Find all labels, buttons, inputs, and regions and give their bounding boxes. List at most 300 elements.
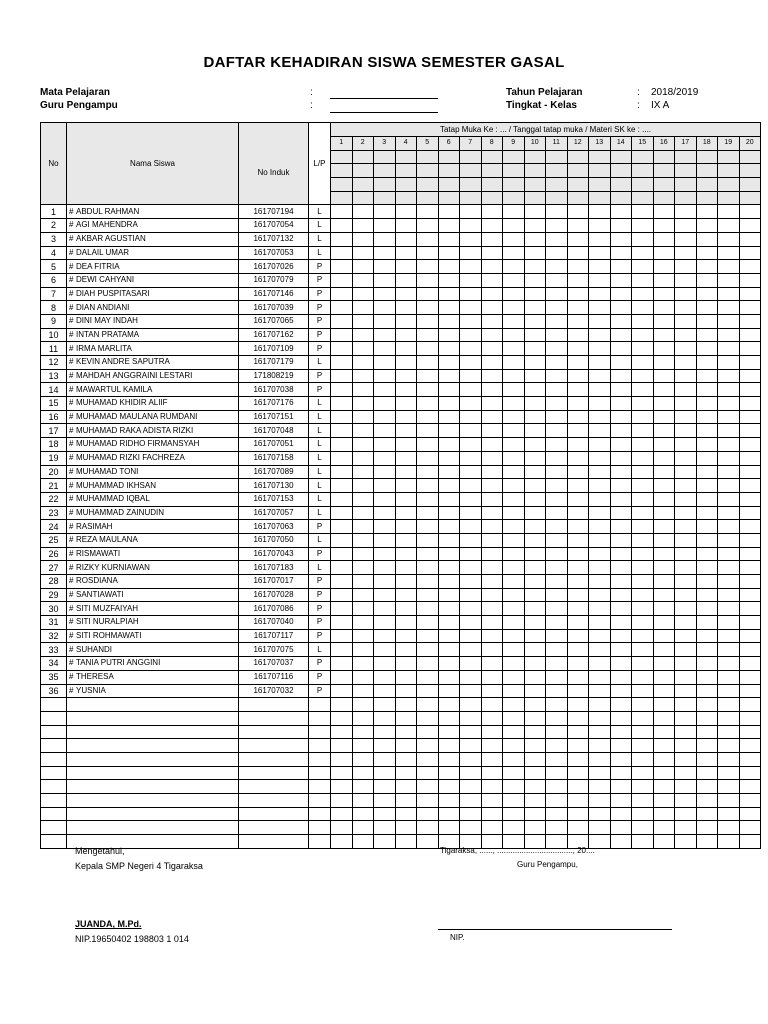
attendance-cell[interactable]	[395, 629, 417, 643]
attendance-cell[interactable]	[567, 684, 589, 698]
attendance-cell[interactable]	[653, 629, 675, 643]
attendance-cell[interactable]	[546, 670, 568, 684]
attendance-cell[interactable]	[546, 246, 568, 260]
attendance-cell[interactable]	[567, 328, 589, 342]
attendance-cell[interactable]	[417, 670, 439, 684]
attendance-cell[interactable]	[546, 561, 568, 575]
attendance-cell[interactable]	[503, 684, 525, 698]
attendance-cell[interactable]	[567, 575, 589, 589]
attendance-cell[interactable]	[632, 506, 654, 520]
attendance-cell[interactable]	[610, 629, 632, 643]
attendance-cell[interactable]	[718, 520, 740, 534]
attendance-cell[interactable]	[653, 356, 675, 370]
attendance-cell[interactable]	[589, 328, 611, 342]
attendance-cell[interactable]	[395, 643, 417, 657]
attendance-cell[interactable]	[524, 616, 546, 630]
attendance-cell[interactable]	[352, 205, 374, 219]
attendance-cell[interactable]	[546, 356, 568, 370]
attendance-cell[interactable]	[481, 561, 503, 575]
attendance-cell[interactable]	[718, 602, 740, 616]
attendance-cell[interactable]	[395, 657, 417, 671]
attendance-cell[interactable]	[438, 616, 460, 630]
attendance-cell[interactable]	[610, 246, 632, 260]
attendance-cell[interactable]	[653, 301, 675, 315]
attendance-cell[interactable]	[481, 342, 503, 356]
attendance-cell[interactable]	[438, 451, 460, 465]
attendance-cell[interactable]	[589, 383, 611, 397]
attendance-cell[interactable]	[632, 670, 654, 684]
attendance-cell[interactable]	[739, 629, 761, 643]
attendance-cell[interactable]	[438, 602, 460, 616]
attendance-cell[interactable]	[696, 273, 718, 287]
attendance-cell[interactable]	[567, 451, 589, 465]
attendance-cell[interactable]	[352, 273, 374, 287]
attendance-cell[interactable]	[610, 438, 632, 452]
attendance-cell[interactable]	[718, 314, 740, 328]
attendance-cell[interactable]	[610, 273, 632, 287]
attendance-cell[interactable]	[481, 520, 503, 534]
attendance-cell[interactable]	[438, 520, 460, 534]
attendance-cell[interactable]	[653, 684, 675, 698]
attendance-cell[interactable]	[417, 342, 439, 356]
attendance-cell[interactable]	[503, 520, 525, 534]
attendance-cell[interactable]	[524, 438, 546, 452]
attendance-cell[interactable]	[503, 369, 525, 383]
attendance-cell[interactable]	[438, 397, 460, 411]
attendance-cell[interactable]	[481, 219, 503, 233]
attendance-cell[interactable]	[417, 616, 439, 630]
attendance-cell[interactable]	[481, 547, 503, 561]
attendance-cell[interactable]	[438, 438, 460, 452]
attendance-cell[interactable]	[546, 438, 568, 452]
attendance-cell[interactable]	[460, 465, 482, 479]
attendance-cell[interactable]	[589, 670, 611, 684]
attendance-cell[interactable]	[438, 492, 460, 506]
attendance-cell[interactable]	[696, 232, 718, 246]
attendance-cell[interactable]	[331, 670, 353, 684]
attendance-cell[interactable]	[417, 356, 439, 370]
attendance-cell[interactable]	[331, 410, 353, 424]
attendance-cell[interactable]	[610, 205, 632, 219]
attendance-cell[interactable]	[653, 465, 675, 479]
attendance-cell[interactable]	[481, 533, 503, 547]
attendance-cell[interactable]	[546, 451, 568, 465]
attendance-cell[interactable]	[438, 369, 460, 383]
attendance-cell[interactable]	[438, 643, 460, 657]
attendance-cell[interactable]	[460, 506, 482, 520]
attendance-cell[interactable]	[481, 273, 503, 287]
attendance-cell[interactable]	[610, 643, 632, 657]
attendance-cell[interactable]	[331, 684, 353, 698]
attendance-cell[interactable]	[739, 561, 761, 575]
attendance-cell[interactable]	[524, 232, 546, 246]
attendance-cell[interactable]	[417, 314, 439, 328]
attendance-cell[interactable]	[696, 575, 718, 589]
attendance-cell[interactable]	[352, 465, 374, 479]
attendance-cell[interactable]	[739, 616, 761, 630]
attendance-cell[interactable]	[610, 232, 632, 246]
attendance-cell[interactable]	[718, 369, 740, 383]
attendance-cell[interactable]	[417, 575, 439, 589]
attendance-cell[interactable]	[546, 205, 568, 219]
attendance-cell[interactable]	[739, 369, 761, 383]
attendance-cell[interactable]	[438, 479, 460, 493]
attendance-cell[interactable]	[395, 383, 417, 397]
attendance-cell[interactable]	[331, 246, 353, 260]
attendance-cell[interactable]	[718, 410, 740, 424]
attendance-cell[interactable]	[417, 369, 439, 383]
attendance-cell[interactable]	[503, 260, 525, 274]
attendance-cell[interactable]	[718, 301, 740, 315]
attendance-cell[interactable]	[524, 246, 546, 260]
attendance-cell[interactable]	[718, 246, 740, 260]
attendance-cell[interactable]	[481, 629, 503, 643]
attendance-cell[interactable]	[481, 643, 503, 657]
attendance-cell[interactable]	[546, 684, 568, 698]
attendance-cell[interactable]	[718, 260, 740, 274]
attendance-cell[interactable]	[739, 219, 761, 233]
attendance-cell[interactable]	[417, 657, 439, 671]
attendance-cell[interactable]	[696, 342, 718, 356]
attendance-cell[interactable]	[546, 492, 568, 506]
attendance-cell[interactable]	[632, 533, 654, 547]
attendance-cell[interactable]	[632, 260, 654, 274]
attendance-cell[interactable]	[374, 232, 396, 246]
attendance-cell[interactable]	[567, 588, 589, 602]
attendance-cell[interactable]	[739, 520, 761, 534]
attendance-cell[interactable]	[610, 287, 632, 301]
attendance-cell[interactable]	[675, 479, 697, 493]
attendance-cell[interactable]	[481, 246, 503, 260]
attendance-cell[interactable]	[696, 533, 718, 547]
attendance-cell[interactable]	[331, 205, 353, 219]
attendance-cell[interactable]	[546, 219, 568, 233]
attendance-cell[interactable]	[481, 314, 503, 328]
attendance-cell[interactable]	[718, 684, 740, 698]
attendance-cell[interactable]	[546, 260, 568, 274]
attendance-cell[interactable]	[675, 643, 697, 657]
attendance-cell[interactable]	[524, 643, 546, 657]
attendance-cell[interactable]	[675, 260, 697, 274]
attendance-cell[interactable]	[739, 451, 761, 465]
attendance-cell[interactable]	[417, 629, 439, 643]
attendance-cell[interactable]	[610, 369, 632, 383]
attendance-cell[interactable]	[460, 273, 482, 287]
attendance-cell[interactable]	[610, 356, 632, 370]
attendance-cell[interactable]	[460, 533, 482, 547]
attendance-cell[interactable]	[546, 506, 568, 520]
attendance-cell[interactable]	[331, 520, 353, 534]
attendance-cell[interactable]	[374, 561, 396, 575]
attendance-cell[interactable]	[524, 547, 546, 561]
attendance-cell[interactable]	[696, 684, 718, 698]
attendance-cell[interactable]	[610, 301, 632, 315]
attendance-cell[interactable]	[331, 219, 353, 233]
attendance-cell[interactable]	[417, 424, 439, 438]
attendance-cell[interactable]	[739, 342, 761, 356]
attendance-cell[interactable]	[331, 356, 353, 370]
attendance-cell[interactable]	[395, 328, 417, 342]
attendance-cell[interactable]	[331, 260, 353, 274]
attendance-cell[interactable]	[567, 287, 589, 301]
attendance-cell[interactable]	[395, 410, 417, 424]
attendance-cell[interactable]	[460, 629, 482, 643]
attendance-cell[interactable]	[352, 602, 374, 616]
attendance-cell[interactable]	[653, 643, 675, 657]
attendance-cell[interactable]	[438, 287, 460, 301]
attendance-cell[interactable]	[610, 492, 632, 506]
attendance-cell[interactable]	[438, 314, 460, 328]
attendance-cell[interactable]	[610, 520, 632, 534]
attendance-cell[interactable]	[481, 588, 503, 602]
attendance-cell[interactable]	[503, 616, 525, 630]
attendance-cell[interactable]	[546, 287, 568, 301]
attendance-cell[interactable]	[589, 260, 611, 274]
attendance-cell[interactable]	[632, 219, 654, 233]
attendance-cell[interactable]	[331, 588, 353, 602]
attendance-cell[interactable]	[524, 342, 546, 356]
attendance-cell[interactable]	[567, 301, 589, 315]
attendance-cell[interactable]	[460, 684, 482, 698]
attendance-cell[interactable]	[718, 465, 740, 479]
attendance-cell[interactable]	[417, 438, 439, 452]
attendance-cell[interactable]	[589, 410, 611, 424]
attendance-cell[interactable]	[696, 588, 718, 602]
attendance-cell[interactable]	[503, 547, 525, 561]
attendance-cell[interactable]	[460, 328, 482, 342]
attendance-cell[interactable]	[352, 438, 374, 452]
attendance-cell[interactable]	[460, 397, 482, 411]
attendance-cell[interactable]	[417, 520, 439, 534]
attendance-cell[interactable]	[331, 465, 353, 479]
attendance-cell[interactable]	[739, 246, 761, 260]
attendance-cell[interactable]	[331, 301, 353, 315]
attendance-cell[interactable]	[331, 561, 353, 575]
attendance-cell[interactable]	[524, 369, 546, 383]
attendance-cell[interactable]	[481, 383, 503, 397]
attendance-cell[interactable]	[632, 397, 654, 411]
attendance-cell[interactable]	[696, 479, 718, 493]
attendance-cell[interactable]	[567, 219, 589, 233]
attendance-cell[interactable]	[675, 219, 697, 233]
attendance-cell[interactable]	[675, 301, 697, 315]
attendance-cell[interactable]	[460, 356, 482, 370]
attendance-cell[interactable]	[352, 547, 374, 561]
attendance-cell[interactable]	[524, 561, 546, 575]
attendance-cell[interactable]	[675, 410, 697, 424]
attendance-cell[interactable]	[675, 506, 697, 520]
attendance-cell[interactable]	[653, 438, 675, 452]
attendance-cell[interactable]	[395, 547, 417, 561]
attendance-cell[interactable]	[374, 205, 396, 219]
attendance-cell[interactable]	[567, 383, 589, 397]
attendance-cell[interactable]	[503, 342, 525, 356]
attendance-cell[interactable]	[524, 314, 546, 328]
attendance-cell[interactable]	[718, 643, 740, 657]
attendance-cell[interactable]	[675, 397, 697, 411]
attendance-cell[interactable]	[567, 616, 589, 630]
attendance-cell[interactable]	[610, 410, 632, 424]
attendance-cell[interactable]	[352, 287, 374, 301]
attendance-cell[interactable]	[696, 520, 718, 534]
attendance-cell[interactable]	[696, 657, 718, 671]
attendance-cell[interactable]	[417, 205, 439, 219]
attendance-cell[interactable]	[374, 397, 396, 411]
attendance-cell[interactable]	[696, 424, 718, 438]
attendance-cell[interactable]	[675, 451, 697, 465]
attendance-cell[interactable]	[589, 314, 611, 328]
attendance-cell[interactable]	[653, 657, 675, 671]
attendance-cell[interactable]	[632, 657, 654, 671]
attendance-cell[interactable]	[739, 588, 761, 602]
attendance-cell[interactable]	[460, 438, 482, 452]
attendance-cell[interactable]	[481, 670, 503, 684]
attendance-cell[interactable]	[395, 616, 417, 630]
attendance-cell[interactable]	[331, 451, 353, 465]
attendance-cell[interactable]	[696, 547, 718, 561]
attendance-cell[interactable]	[352, 369, 374, 383]
attendance-cell[interactable]	[460, 232, 482, 246]
attendance-cell[interactable]	[718, 273, 740, 287]
attendance-cell[interactable]	[352, 219, 374, 233]
attendance-cell[interactable]	[653, 479, 675, 493]
attendance-cell[interactable]	[675, 657, 697, 671]
attendance-cell[interactable]	[632, 424, 654, 438]
attendance-cell[interactable]	[417, 260, 439, 274]
attendance-cell[interactable]	[438, 533, 460, 547]
attendance-cell[interactable]	[524, 287, 546, 301]
attendance-cell[interactable]	[481, 424, 503, 438]
attendance-cell[interactable]	[331, 657, 353, 671]
attendance-cell[interactable]	[546, 328, 568, 342]
attendance-cell[interactable]	[675, 520, 697, 534]
attendance-cell[interactable]	[417, 588, 439, 602]
attendance-cell[interactable]	[438, 383, 460, 397]
attendance-cell[interactable]	[524, 205, 546, 219]
attendance-cell[interactable]	[524, 684, 546, 698]
attendance-cell[interactable]	[481, 657, 503, 671]
attendance-cell[interactable]	[675, 328, 697, 342]
attendance-cell[interactable]	[374, 657, 396, 671]
attendance-cell[interactable]	[567, 506, 589, 520]
attendance-cell[interactable]	[352, 356, 374, 370]
attendance-cell[interactable]	[374, 369, 396, 383]
attendance-cell[interactable]	[653, 383, 675, 397]
attendance-cell[interactable]	[352, 232, 374, 246]
attendance-cell[interactable]	[739, 328, 761, 342]
attendance-cell[interactable]	[610, 465, 632, 479]
attendance-cell[interactable]	[460, 670, 482, 684]
attendance-cell[interactable]	[567, 533, 589, 547]
attendance-cell[interactable]	[374, 342, 396, 356]
attendance-cell[interactable]	[352, 260, 374, 274]
attendance-cell[interactable]	[503, 301, 525, 315]
attendance-cell[interactable]	[331, 287, 353, 301]
attendance-cell[interactable]	[632, 410, 654, 424]
attendance-cell[interactable]	[696, 465, 718, 479]
attendance-cell[interactable]	[739, 492, 761, 506]
attendance-cell[interactable]	[352, 575, 374, 589]
attendance-cell[interactable]	[352, 397, 374, 411]
attendance-cell[interactable]	[696, 328, 718, 342]
attendance-cell[interactable]	[331, 438, 353, 452]
attendance-cell[interactable]	[503, 205, 525, 219]
attendance-cell[interactable]	[610, 383, 632, 397]
attendance-cell[interactable]	[524, 301, 546, 315]
attendance-cell[interactable]	[352, 342, 374, 356]
attendance-cell[interactable]	[546, 397, 568, 411]
attendance-cell[interactable]	[438, 246, 460, 260]
attendance-cell[interactable]	[653, 506, 675, 520]
attendance-cell[interactable]	[503, 575, 525, 589]
attendance-cell[interactable]	[395, 356, 417, 370]
attendance-cell[interactable]	[653, 451, 675, 465]
attendance-cell[interactable]	[546, 410, 568, 424]
attendance-cell[interactable]	[696, 602, 718, 616]
attendance-cell[interactable]	[632, 616, 654, 630]
attendance-cell[interactable]	[524, 219, 546, 233]
attendance-cell[interactable]	[675, 383, 697, 397]
attendance-cell[interactable]	[653, 588, 675, 602]
attendance-cell[interactable]	[438, 205, 460, 219]
attendance-cell[interactable]	[718, 670, 740, 684]
attendance-cell[interactable]	[589, 301, 611, 315]
attendance-cell[interactable]	[460, 588, 482, 602]
attendance-cell[interactable]	[675, 670, 697, 684]
attendance-cell[interactable]	[460, 616, 482, 630]
attendance-cell[interactable]	[395, 602, 417, 616]
attendance-cell[interactable]	[503, 287, 525, 301]
attendance-cell[interactable]	[653, 547, 675, 561]
attendance-cell[interactable]	[352, 643, 374, 657]
attendance-cell[interactable]	[610, 260, 632, 274]
attendance-cell[interactable]	[632, 232, 654, 246]
attendance-cell[interactable]	[567, 342, 589, 356]
attendance-cell[interactable]	[632, 287, 654, 301]
attendance-cell[interactable]	[567, 273, 589, 287]
attendance-cell[interactable]	[739, 670, 761, 684]
attendance-cell[interactable]	[503, 602, 525, 616]
attendance-cell[interactable]	[438, 547, 460, 561]
attendance-cell[interactable]	[589, 533, 611, 547]
attendance-cell[interactable]	[438, 301, 460, 315]
attendance-cell[interactable]	[374, 438, 396, 452]
attendance-cell[interactable]	[696, 616, 718, 630]
attendance-cell[interactable]	[696, 287, 718, 301]
attendance-cell[interactable]	[610, 684, 632, 698]
attendance-cell[interactable]	[395, 506, 417, 520]
attendance-cell[interactable]	[438, 561, 460, 575]
attendance-cell[interactable]	[675, 342, 697, 356]
attendance-cell[interactable]	[331, 232, 353, 246]
attendance-cell[interactable]	[438, 273, 460, 287]
attendance-cell[interactable]	[352, 616, 374, 630]
attendance-cell[interactable]	[417, 506, 439, 520]
attendance-cell[interactable]	[653, 246, 675, 260]
attendance-cell[interactable]	[374, 670, 396, 684]
attendance-cell[interactable]	[374, 219, 396, 233]
attendance-cell[interactable]	[610, 342, 632, 356]
attendance-cell[interactable]	[739, 410, 761, 424]
attendance-cell[interactable]	[675, 273, 697, 287]
attendance-cell[interactable]	[352, 561, 374, 575]
attendance-cell[interactable]	[567, 479, 589, 493]
attendance-cell[interactable]	[696, 561, 718, 575]
attendance-cell[interactable]	[524, 479, 546, 493]
attendance-cell[interactable]	[589, 492, 611, 506]
attendance-cell[interactable]	[589, 273, 611, 287]
attendance-cell[interactable]	[481, 506, 503, 520]
